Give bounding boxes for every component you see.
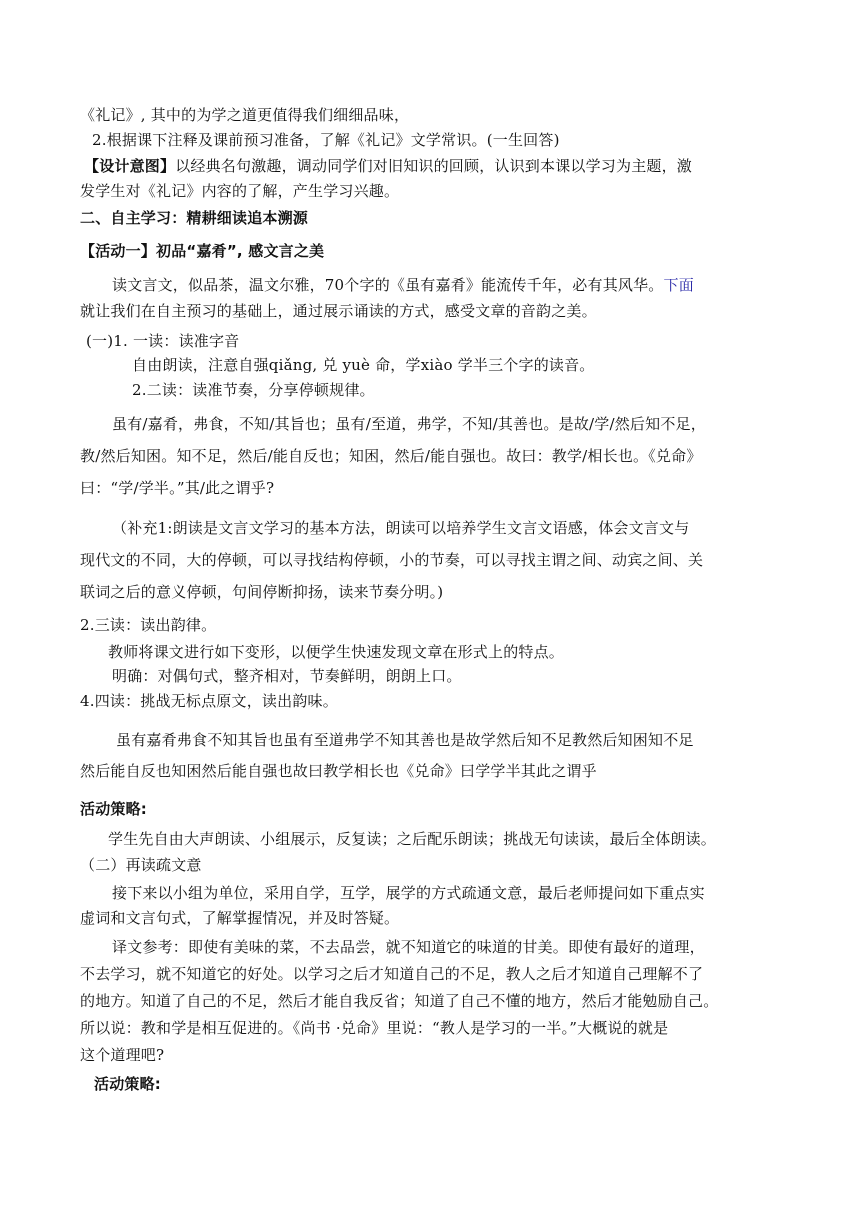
text-line: 虽有嘉肴弗食不知其旨也虽有至道弗学不知其善也是故学然后知不足教然后知困知不足 [116, 731, 694, 749]
text-line: 学生先自由大声朗读、小组展示，反复读；之后配乐朗读；挑战无句读读，最后全体朗读。 [108, 830, 717, 848]
design-intent-label: 【设计意图】 [84, 157, 176, 175]
text-line: （补充1:朗读是文言文学习的基本方法，朗读可以培养学生文言文语感，体会文言文与 [112, 519, 690, 537]
section-heading: 二、自主学习：精耕细读追本溯源 [80, 209, 309, 227]
text-line: 这个道理吧? [80, 1046, 165, 1064]
design-intent-line [84, 155, 692, 177]
text-line: 明确：对偶句式，整齐相对，节奏鲜明，朗朗上口。 [112, 667, 462, 685]
subsection-title: （二）再读疏文意 [80, 856, 202, 874]
subsection-title: (一)1. 一读：读准字音 [86, 332, 240, 350]
intro-link[interactable]: 下面 [663, 276, 694, 294]
text-line: 教师将课文进行如下变形，以便学生快速发现文章在形式上的特点。 [108, 643, 565, 661]
text-line: 联词之后的意义停顿，句间停断抑扬，读来节奏分明。) [80, 583, 444, 601]
text-line: 曰：“学/学半。”其/此之谓乎? [80, 479, 275, 497]
text-line: 2.根据课下注释及课前预习准备，了解《礼记》文学常识。(一生回答) [92, 131, 560, 149]
text-line: 所以说：教和学是相互促进的。《尚书 ·兑命》里说：“教人是学习的一半。”大概说的就是 [80, 1019, 669, 1037]
intro-text: 读文言文，似品茶，温文尔雅，70个字的《虽有嘉肴》能流传千年，必有其风华。 [112, 276, 664, 294]
text-line: 自由朗读，注意自强qiǎng, 兑 yuè 命，学xiào 学半三个字的读音。 [132, 356, 595, 374]
text-line: 《礼记》, 其中的为学之道更值得我们细细品味， [80, 106, 410, 124]
text-line: 2.三读：读出韵律。 [80, 616, 217, 634]
text-line: 接下来以小组为单位，采用自学，互学，展学的方式疏通文意，最后老师提问如下重点实 [112, 884, 705, 902]
text-line: 虽有/嘉肴，弗食，不知/其旨也；虽有/至道，弗学，不知/其善也。是故/学/然后知不足， [112, 415, 706, 433]
text-line: 4.四读：挑战无标点原文，读出韵味。 [80, 692, 338, 710]
text-line: 2.二读：读准节奏，分享停顿规律。 [132, 381, 375, 399]
strategy-label: 活动策略: [80, 800, 147, 818]
design-intent-text: 以经典名句激趣，调动同学们对旧知识的回顾，认识到本课以学习为主题，激 [175, 157, 693, 175]
text-line: 译文参考：即使有美味的菜，不去品尝，就不知道它的味道的甘美。即使有最好的道理， [112, 938, 705, 956]
text-line: 现代文的不同，大的停顿，可以寻找结构停顿，小的节奏，可以寻找主谓之间、动宾之间、关 [80, 551, 704, 569]
text-line: 就让我们在自主预习的基础上，通过展示诵读的方式，感受文章的音韵之美。 [80, 302, 597, 320]
text-line: 虚词和文言句式，了解掌握情况，并及时答疑。 [80, 909, 400, 927]
strategy-label: 活动策略: [94, 1075, 161, 1093]
text-line: 不去学习，就不知道它的好处。以学习之后才知道自己的不足，教人之后才知道自己理解不了 [80, 965, 704, 983]
intro-line [112, 274, 694, 296]
text-line: 的地方。知道了自己的不足，然后才能自我反省；知道了自己不懂的地方，然后才能勉励自己。 [80, 992, 719, 1010]
text-line: 发学生对《礼记》内容的了解，产生学习兴趣。 [80, 182, 400, 200]
activity-heading: 【活动一】初品“嘉肴”, 感文言之美 [80, 242, 325, 260]
text-line: 然后能自反也知困然后能自强也故曰教学相长也《兑命》曰学学半其此之谓乎 [80, 762, 597, 780]
text-line: 教/然后知困。知不足，然后/能自反也；知困，然后/能自强也。故曰：教学/相长也。《兑命》 [80, 447, 702, 465]
